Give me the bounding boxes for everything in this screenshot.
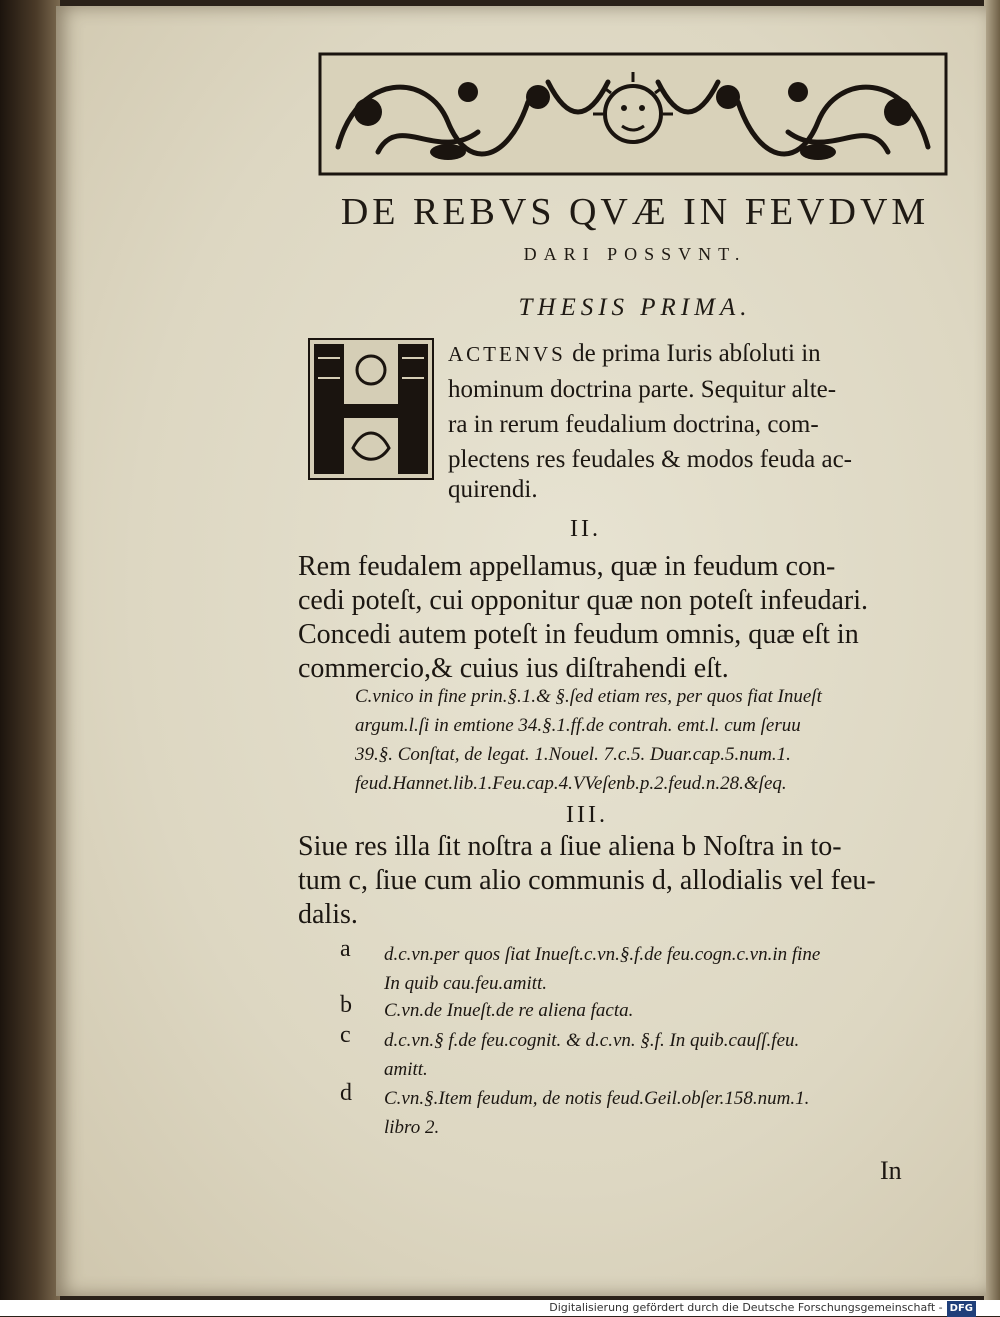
- footnote-b: [340, 992, 940, 1024]
- paragraph-1-tail: quirendi.: [448, 476, 538, 503]
- paragraph-1-line: hominum doctrina parte. Sequitur alte-: [448, 376, 837, 403]
- footnote-line: d.c.vn.per quos ſiat Inueſt.c.vn.§.f.de feu.cogn.c.vn.in fine: [384, 944, 821, 965]
- section-3-text: [298, 830, 938, 932]
- section-2-references: [355, 682, 940, 798]
- footnote-letter: c: [340, 1022, 351, 1048]
- section-numeral-2: II.: [570, 516, 601, 542]
- section-3-line: Siue res illa ſit noſtra a ſiue aliena b Noſtra in to-: [298, 831, 842, 862]
- section-3-line: dalis.: [298, 899, 358, 930]
- footnote-d: [340, 1080, 940, 1140]
- paragraph-1: [448, 336, 938, 477]
- section-2-line: Rem feudalem appellamus, quæ in feudum con-: [298, 551, 836, 582]
- paragraph-1-line: de prima Iuris abſoluti in: [572, 340, 821, 367]
- section-2-text: [298, 550, 938, 686]
- funding-footer-text: Digitalisierung gefördert durch die Deutsche Forschungsgemeinschaft -: [549, 1301, 943, 1314]
- paragraph-1-line: plectens res feudales & modos feuda ac-: [448, 446, 853, 473]
- paragraph-1-line: ra in rerum feudalium doctrina, com-: [448, 411, 819, 438]
- footnote-letter: d: [340, 1080, 352, 1106]
- decorated-initial-h: [308, 338, 434, 480]
- section-2-line: cedi poteſt, cui opponitur quæ non poteſt infeudari.: [298, 585, 868, 616]
- footnote-text: [384, 996, 934, 1025]
- funding-footer: [549, 1300, 976, 1316]
- catchword: In: [880, 1156, 902, 1185]
- reference-line: feud.Hannet.lib.1.Feu.cap.4.VVeſenb.p.2.feud.n.28.&ſeq.: [355, 773, 787, 794]
- footnote-a: [340, 936, 940, 996]
- chapter-title: DE REBVS QVÆ IN FEVDVM: [340, 191, 930, 233]
- footnote-line: d.c.vn.§ f.de feu.cognit. & d.c.vn. §.f. In quib.cauſſ.feu.: [384, 1030, 800, 1051]
- reference-line: argum.l.ſi in emtione 34.§.1.ff.de contrah. emt.l. cum ſeruu: [355, 715, 801, 736]
- woodcut-ornament-banner: [318, 52, 948, 176]
- dfg-logo: DFG: [947, 1301, 976, 1317]
- footnote-letter: a: [340, 936, 351, 962]
- footnote-text: [384, 940, 934, 998]
- reference-line: C.vnico in fine prin.§.1.& §.ſed etiam res, per quos fiat Inueſt: [355, 686, 822, 707]
- chapter-subtitle: DARI POSSVNT.: [523, 244, 747, 264]
- section-2-line: Concedi autem poteſt in feudum omnis, quæ eſt in: [298, 619, 859, 650]
- footnote-line: C.vn.§.Item feudum, de notis feud.Geil.obſer.158.num.1.: [384, 1088, 810, 1109]
- footnote-text: [384, 1026, 934, 1084]
- scan-binding-edge: [0, 0, 60, 1316]
- footnote-line: amitt.: [384, 1059, 428, 1080]
- footnote-c: [340, 1022, 940, 1082]
- footnote-line: libro 2.: [384, 1117, 440, 1138]
- thesis-heading: THESIS PRIMA.: [518, 294, 752, 321]
- footnote-line: C.vn.de Inueſt.de re aliena facta.: [384, 1000, 634, 1021]
- footnote-line: In quib cau.feu.amitt.: [384, 973, 548, 994]
- section-2-line: commercio,& cuius ius diſtrahendi eſt.: [298, 653, 729, 684]
- section-numeral-3: III.: [566, 802, 608, 828]
- footnote-text: [384, 1084, 934, 1142]
- paragraph-1-first-word: ACTENVS: [448, 342, 566, 366]
- section-3-line: tum c, ſiue cum alio communis d, allodialis vel feu-: [298, 865, 876, 896]
- reference-line: 39.§. Conſtat, de legat. 1.Nouel. 7.c.5. Duar.cap.5.num.1.: [355, 744, 791, 765]
- footnote-letter: b: [340, 992, 352, 1018]
- scan-page-edge: [984, 0, 1000, 1316]
